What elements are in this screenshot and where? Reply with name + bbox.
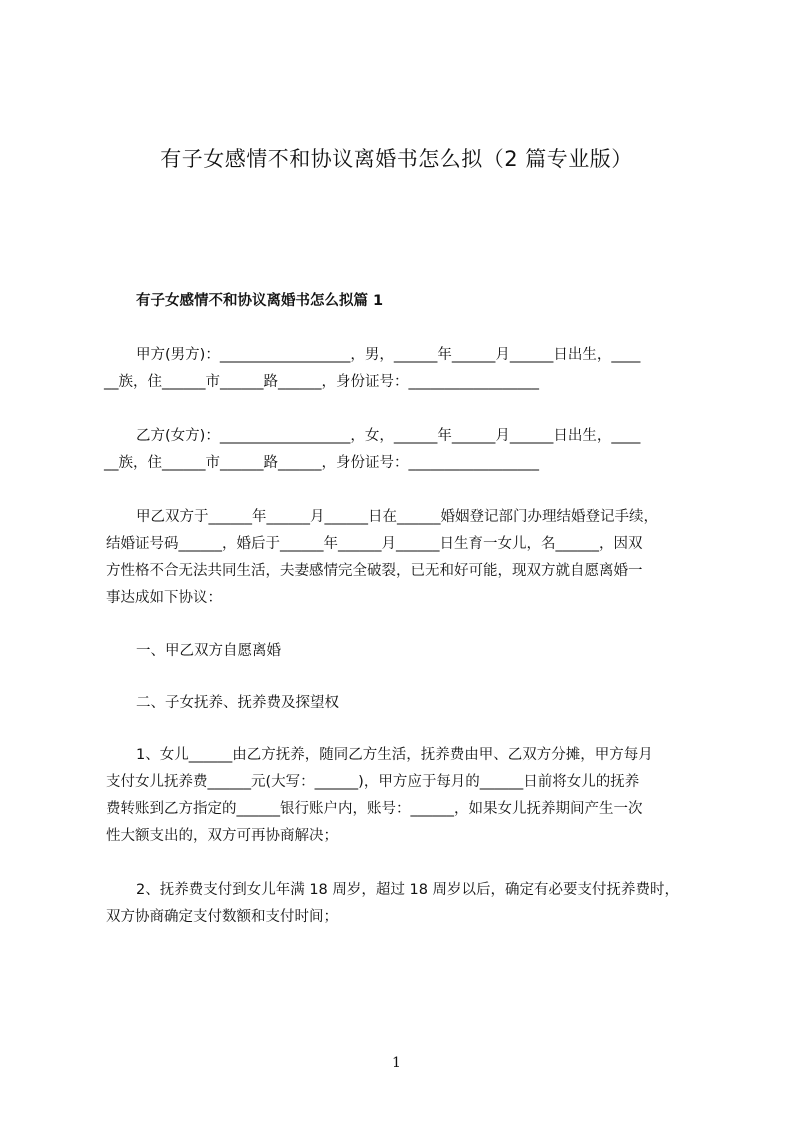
item-1-line-3: 费转账到乙方指定的______银行账户内，账号：______，如果女儿抚养期间产生一次 xyxy=(106,801,643,817)
intro-line-2: 结婚证号码______，婚后于______年______月______日生育一女儿，名______，因双 xyxy=(106,536,643,552)
intro-line-3: 方性格不合无法共同生活，夫妻感情完全破裂，已无和好可能，现双方就自愿离婚一 xyxy=(106,563,643,579)
clause-1: 一、甲乙双方自愿离婚 xyxy=(136,643,281,659)
item-1-line-2: 支付女儿抚养费______元(大写：______)，甲方应于每月的______日前将女儿的抚养 xyxy=(106,774,640,790)
item-2-line-2: 双方协商确定支付数额和支付时间； xyxy=(106,909,338,925)
clause-2: 二、子女抚养、抚养费及探望权 xyxy=(136,695,339,711)
item-1-line-4: 性大额支出的，双方可再协商解决； xyxy=(106,828,338,844)
item-1-line-1: 1、女儿______由乙方抚养，随同乙方生活，抚养费由甲、乙双方分摊，甲方每月 xyxy=(136,747,653,763)
intro-line-1: 甲乙双方于______年______月______日在______婚姻登记部门办理结婚登记手续， xyxy=(136,509,658,525)
document-title: 有子女感情不和协议离婚书怎么拟（2 篇专业版） xyxy=(160,147,633,171)
party-b-line-1: 乙方(女方)：__________________，女，______年______月______日出生，____ xyxy=(136,428,641,444)
party-b-line-2: __族，住______市______路______，身份证号：__________________ xyxy=(104,455,539,471)
intro-line-4: 事达成如下协议： xyxy=(106,590,222,606)
party-a-line-2: __族，住______市______路______，身份证号：__________________ xyxy=(104,374,539,390)
item-2-line-1: 2、抚养费支付到女儿年满 18 周岁，超过 18 周岁以后，确定有必要支付抚养费时， xyxy=(136,882,680,898)
page-number: 1 xyxy=(392,1055,401,1071)
party-a-line-1: 甲方(男方)：__________________，男，______年______月______日出生，____ xyxy=(136,347,641,363)
section-heading: 有子女感情不和协议离婚书怎么拟篇 1 xyxy=(136,293,384,309)
